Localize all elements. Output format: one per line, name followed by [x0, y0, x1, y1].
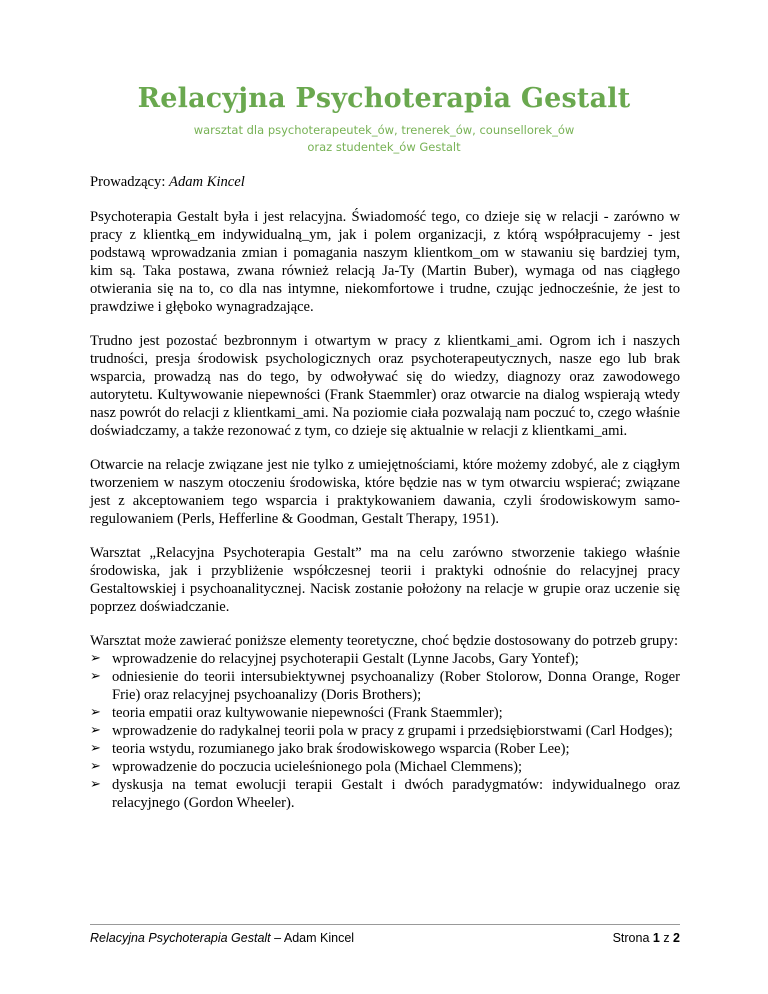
paragraph-1: Psychoterapia Gestalt była i jest relacyjna. Świadomość tego, co dzieje się w relacji - zarówno w pracy z klientką_em indywidualną_ym, jak i polem organizacji, z którą współpracujemy - jest podstawą wprowadzania zmian i pomagania naszym klientkom_om w stawaniu się bardziej tym, kim są. Taka postawa, zwana również relacją Ja-Ty (Martin Buber), wymaga od nas ciągłego otwierania się na to, co dla nas intymne, niekomfortowe i trudne, czując jednocześnie, że jest to prawdziwe i głęboko wynagradzające. — [90, 209, 680, 315]
footer-doc-title: Relacyjna Psychoterapia Gestalt — [90, 931, 271, 945]
list-item: ➢ wprowadzenie do radykalnej teorii pola w pracy z grupami i przedsiębiorstwami (Carl Hodges); — [90, 722, 680, 740]
list-item: ➢ dyskusja na temat ewolucji terapii Gestalt i dwóch paradygmatów: indywidualnego oraz relacyjnego (Gordon Wheeler). — [90, 776, 680, 812]
document-title: Relacyjna Psychoterapia Gestalt — [137, 83, 631, 114]
facilitator-name: Adam Kincel — [169, 174, 245, 190]
document-subtitle — [0, 122, 768, 156]
page-of: z — [659, 931, 674, 945]
list-item: ➢ wprowadzenie do relacyjnej psychoterapii Gestalt (Lynne Jacobs, Gary Yontef); — [90, 650, 680, 668]
page-label: Strona — [612, 931, 653, 945]
document-body — [90, 173, 680, 812]
list-item: ➢ teoria empatii oraz kultywowanie niepewności (Frank Staemmler); — [90, 704, 680, 722]
paragraph-3: Otwarcie na relacje związane jest nie tylko z umiejętnościami, które możemy zdobyć, ale z ciągłym tworzeniem w naszym otoczeniu środowiska, które będzie nas w tym otwarciu wspierać; związane jest z akceptowaniem tego wsparcia i praktykowaniem dawania, czyli środowiskowym samo-regulowaniem (Perls, Hefferline & Goodman, Gestalt Therapy, 1951). — [90, 457, 680, 527]
facilitator-line — [90, 173, 680, 191]
subtitle-line-1: warsztat dla psychoterapeutek_ów, trenerek_ów, counsellorek_ów — [193, 123, 575, 137]
list-item: ➢ teoria wstydu, rozumianego jako brak środowiskowego wsparcia (Rober Lee); — [90, 740, 680, 758]
topic-list — [90, 650, 680, 812]
list-item: ➢ wprowadzenie do poczucia ucieleśnionego pola (Michael Clemmens); — [90, 758, 680, 776]
list-intro: Warsztat może zawierać poniższe elementy teoretyczne, choć będzie dostosowany do potrzeb grupy: — [90, 633, 678, 649]
page-footer — [90, 924, 680, 950]
footer-author: Adam Kincel — [283, 931, 355, 945]
page-total: 2 — [673, 931, 680, 945]
footer-separator: – — [270, 931, 284, 945]
facilitator-label: Prowadzący: — [90, 174, 170, 190]
page-number — [613, 931, 680, 945]
paragraph-4: Warsztat „Relacyjna Psychoterapia Gestalt” ma na celu zarówno stworzenie takiego właśnie środowiska, jak i przybliżenie współczesnej teorii i praktyki odnośnie do relacyjnej pracy Gestaltowskiej i psychoanalitycznej. Nacisk zostanie położony na relacje w grupie oraz uczenie się poprzez doświadczanie. — [90, 545, 680, 615]
list-item: ➢ odniesienie do teorii intersubiektywnej psychoanalizy (Rober Stolorow, Donna Orange, Roger Frie) oraz relacyjnej psychoanalizy (Doris Brothers); — [90, 668, 680, 704]
subtitle-line-2: oraz studentek_ów Gestalt — [307, 140, 461, 154]
page-current: 1 — [652, 931, 660, 945]
paragraph-2: Trudno jest pozostać bezbronnym i otwartym w pracy z klientkami_ami. Ogrom ich i naszych trudności, presja środowisk psychologicznych oraz psychoterapeutycznych, nasze ego lub brak wsparcia, prowadzą nas do tego, by odwoływać się do wiedzy, diagnozy oraz zawodowego autorytetu. Kultywowanie niepewności (Frank Staemmler) oraz otwarcie na dialog wspierają wtedy nasz powrót do relacji z klientkami_ami. Na poziomie ciała pozwalają nam poczuć to, czego właśnie doświadczamy, a także rezonować z tym, co dzieje się aktualnie w relacji z klientkami_ami. — [90, 333, 680, 439]
footer-doc-info — [90, 931, 354, 945]
